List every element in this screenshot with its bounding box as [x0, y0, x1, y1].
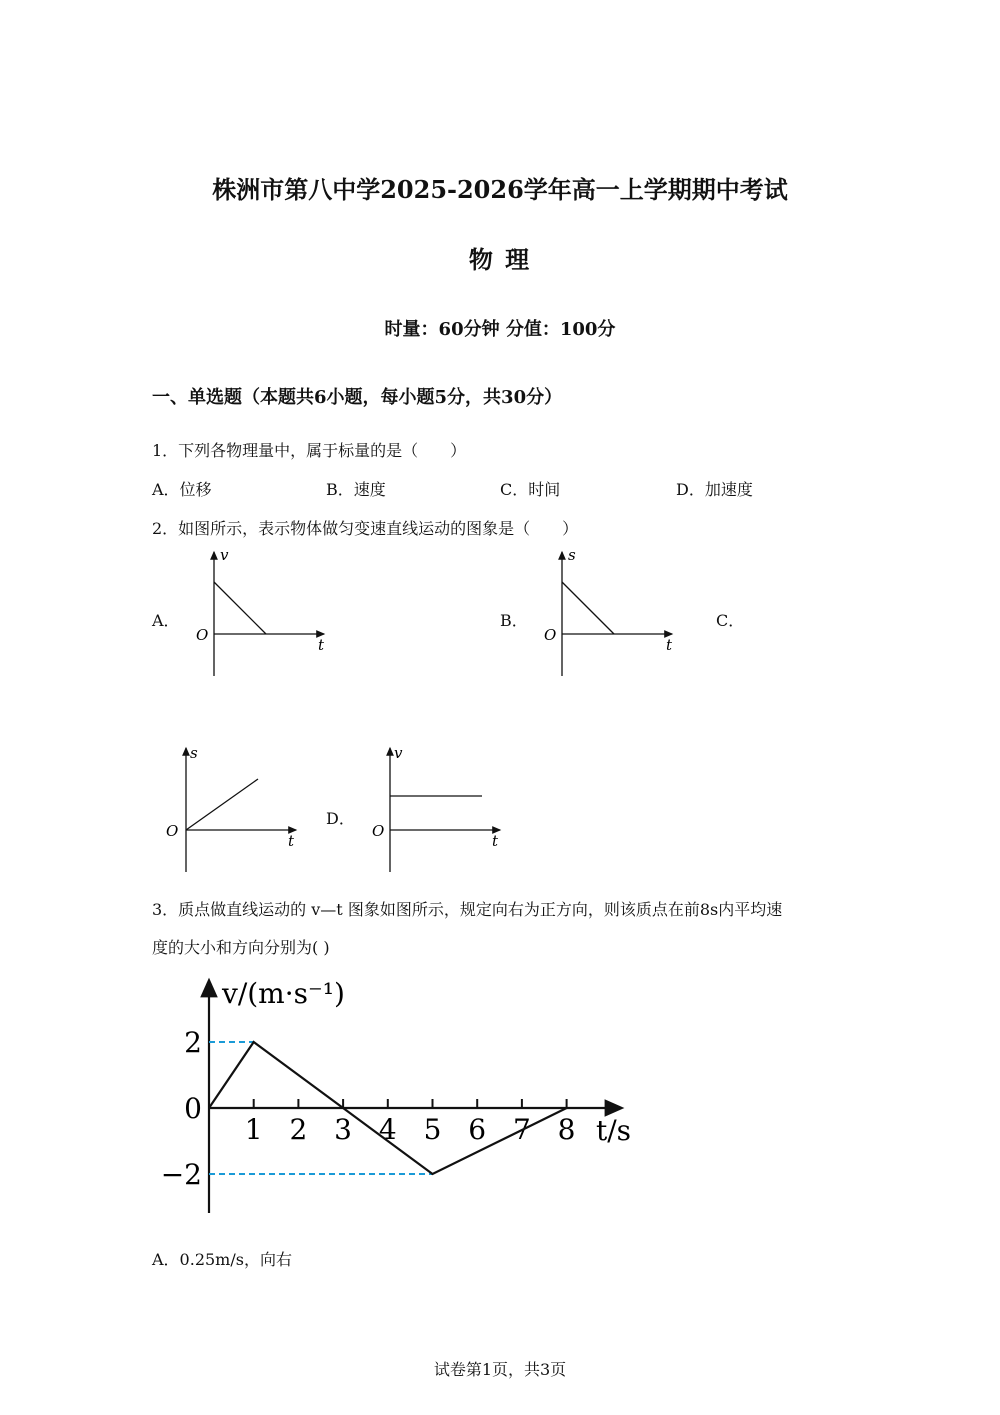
y-tick-label: −2 [160, 1158, 202, 1191]
x-tick-label: 2 [289, 1113, 308, 1146]
origin-label: O [196, 626, 209, 644]
origin-label: O [544, 626, 557, 644]
q2-label-d: D． [326, 809, 355, 828]
graph-line [562, 582, 614, 634]
q2-label-a: A． [152, 611, 180, 630]
x-axis-label: t [666, 636, 673, 654]
x-axis-label: t [288, 832, 295, 850]
q2-graph-d [366, 742, 516, 877]
origin-label: O [166, 822, 179, 840]
y-axis-label: s [568, 546, 576, 564]
x-axis-label: t [318, 636, 325, 654]
graph-line [214, 582, 266, 634]
q1-option-c: C．时间 [500, 480, 561, 499]
q2-graph-c [162, 742, 312, 877]
x-tick-label: 4 [378, 1113, 397, 1146]
y-axis-label: v/(m·s⁻¹) [222, 977, 345, 1010]
q2-graph-a [190, 546, 340, 681]
q3-option-a: A．0.25m/s，向右 [152, 1250, 292, 1269]
x-axis-label: t [492, 832, 499, 850]
x-tick-label: 1 [244, 1113, 263, 1146]
x-tick-label: 7 [512, 1113, 531, 1146]
q2-label-c: C． [716, 611, 745, 630]
y-axis-label: v [220, 546, 229, 564]
subject-title: 物 理 [468, 245, 532, 274]
y-tick-label: 2 [184, 1026, 202, 1059]
graph-line [186, 779, 258, 830]
question-2-stem: 2．如图所示，表示物体做匀变速直线运动的图象是（ ） [152, 519, 579, 538]
x-tick-label: 8 [557, 1113, 576, 1146]
x-tick-label: 6 [468, 1113, 487, 1146]
x-axis-label: t/s [596, 1114, 632, 1147]
exam-title: 株洲市第八中学2025-2026学年高一上学期期中考试 [212, 175, 788, 204]
question-3-stem-line1: 3．质点做直线运动的 v—t 图象如图所示，规定向右为正方向，则该质点在前8s内平均速 [152, 900, 783, 919]
y-tick-label: 0 [184, 1092, 202, 1125]
question-3-stem-line2: 度的大小和方向分别为( ) [152, 938, 330, 957]
q1-option-d: D．加速度 [676, 480, 753, 499]
y-axis-label: s [190, 744, 198, 762]
origin-label: O [372, 822, 385, 840]
exam-info: 时量：60分钟 分值：100分 [384, 319, 616, 340]
question-1-stem: 1．下列各物理量中，属于标量的是（ ） [152, 441, 467, 460]
q2-label-b: B． [500, 611, 528, 630]
x-tick-label: 5 [423, 1113, 442, 1146]
section-heading: 一、单选题（本题共6小题，每小题5分，共30分） [152, 387, 563, 408]
q1-option-b: B．速度 [326, 480, 386, 499]
x-tick-label: 3 [334, 1113, 353, 1146]
q3-vt-chart [150, 968, 650, 1223]
q1-option-a: A．位移 [152, 480, 212, 499]
page-footer: 试卷第1页，共3页 [433, 1360, 567, 1379]
y-axis-label: v [394, 744, 403, 762]
q2-graph-b [538, 546, 688, 681]
